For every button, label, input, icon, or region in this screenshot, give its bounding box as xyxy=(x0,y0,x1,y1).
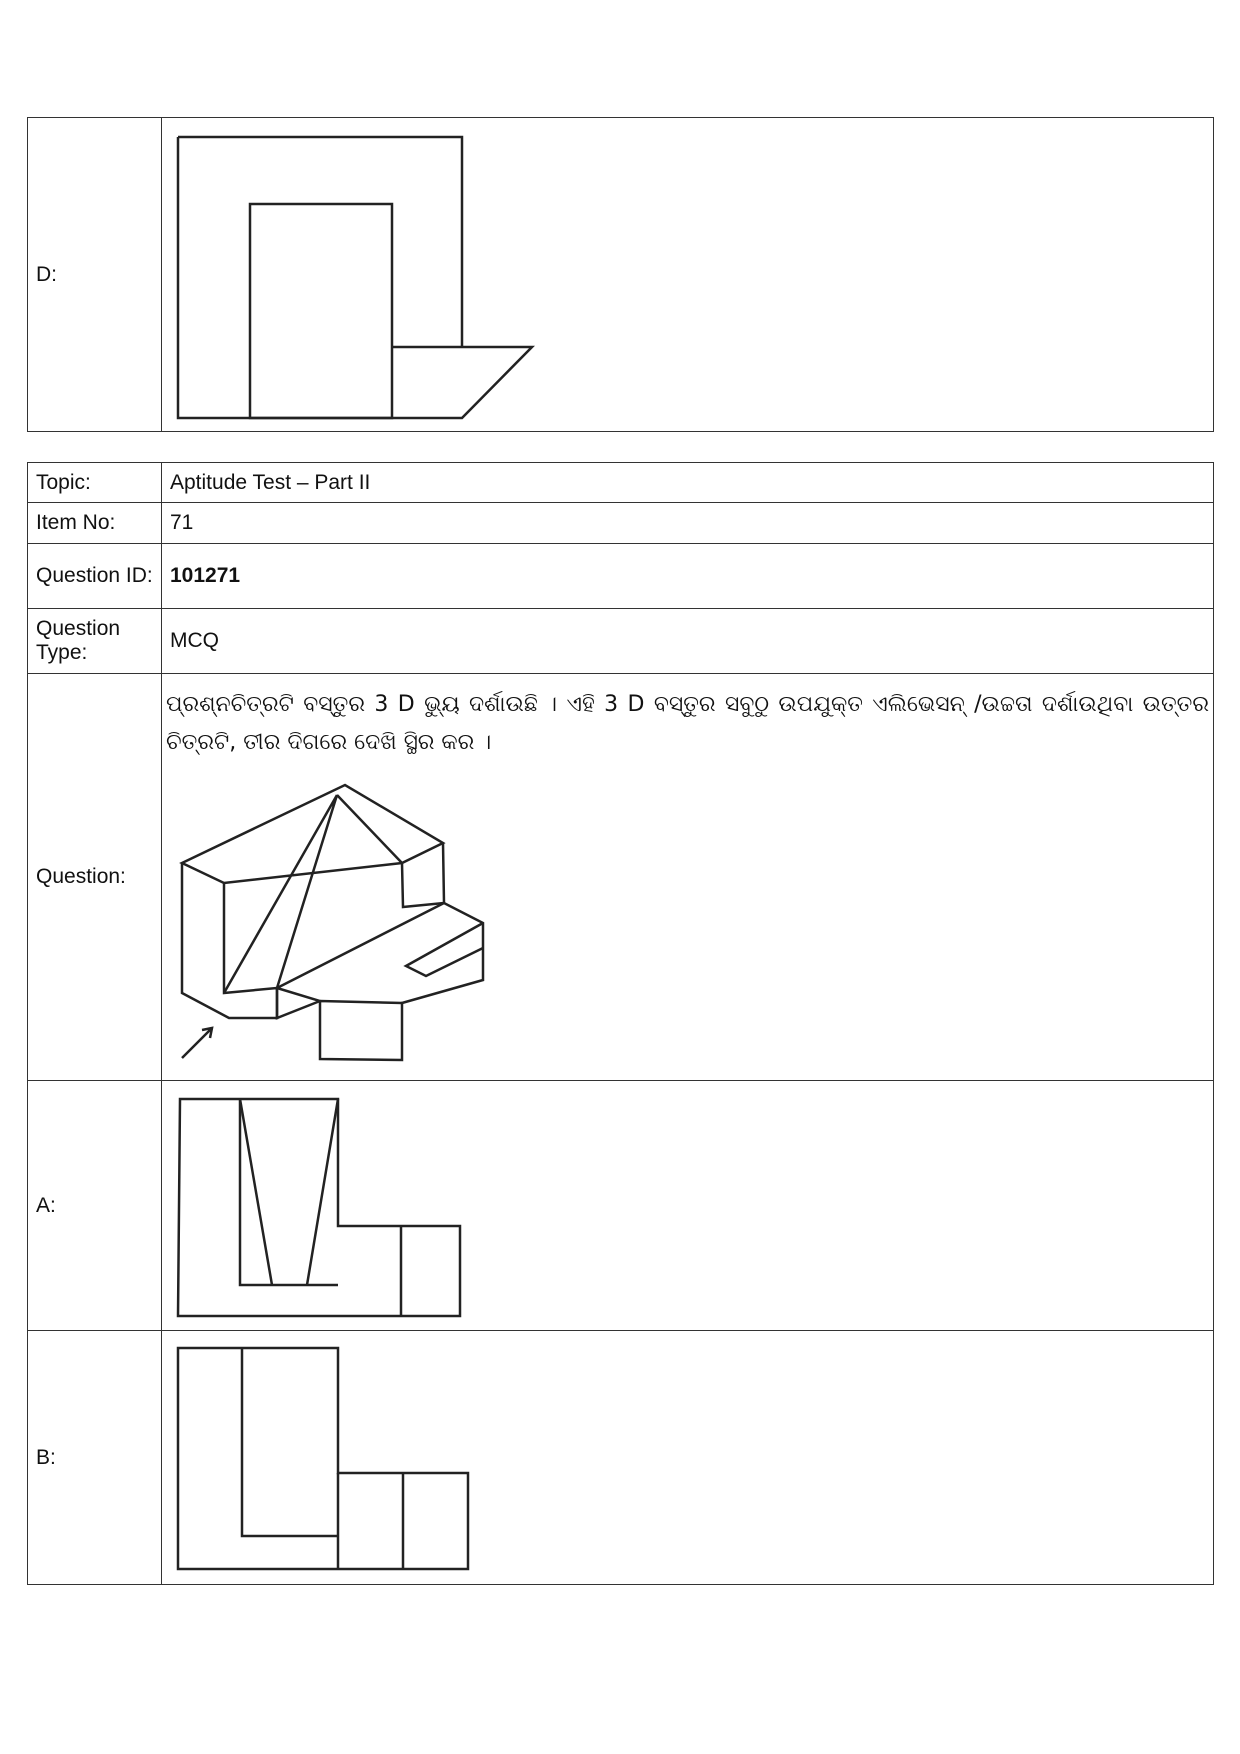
topic-label: Topic: xyxy=(28,463,162,503)
question-type-row xyxy=(28,609,1214,674)
question-label: Question: xyxy=(28,674,162,1081)
option-d-label: D: xyxy=(28,118,162,432)
question-id-value: 101271 xyxy=(162,544,1214,609)
topic-row xyxy=(28,463,1214,503)
question-type-label: Question Type: xyxy=(28,609,162,674)
option-d-figure xyxy=(162,119,1222,431)
option-d-row xyxy=(28,118,1214,432)
question-type-value: MCQ xyxy=(162,609,1214,674)
item-no-value: 71 xyxy=(162,503,1214,544)
question-id-label: Question ID: xyxy=(28,544,162,609)
option-b-inner-l xyxy=(242,1348,338,1536)
question-table xyxy=(27,462,1214,1585)
option-b-figure-cell xyxy=(162,1331,1214,1585)
isometric-notch xyxy=(406,923,483,976)
question-text: ପ୍ରଶ୍ନଚିତ୍ରଟି ବସ୍ତୁର 3 D ଭ୍ୟୁ ଦର୍ଶାଉଛି । ଏହି 3 D ବସ୍ତୁର ସବୁଠୁ ଉପଯୁକ୍ତ ଏଲିଭେସନ୍ /ଉଚ୍ଚତା ଦର୍ଶାଉଥିବା ଉତ୍ତର ଚିତ୍ରଟି, ତୀର ଦିଗରେ ଦେଖି ସ୍ଥିର କର । xyxy=(166,692,1209,755)
option-b-figure xyxy=(162,1332,1222,1584)
question-id-row xyxy=(28,544,1214,609)
option-d-figure-cell xyxy=(162,118,1214,432)
option-a-row xyxy=(28,1081,1214,1331)
option-a-figure xyxy=(162,1082,1222,1330)
topic-value: Aptitude Test – Part II xyxy=(162,463,1214,503)
isometric-groove-lines xyxy=(224,795,402,993)
item-no-label: Item No: xyxy=(28,503,162,544)
item-row xyxy=(28,503,1214,544)
view-direction-arrow xyxy=(182,1028,212,1058)
option-b-dividers xyxy=(338,1473,403,1569)
isometric-top-face xyxy=(182,785,443,883)
question-figure xyxy=(162,762,1222,1072)
option-b-label: B: xyxy=(28,1331,162,1585)
option-a-v-lines xyxy=(240,1099,338,1285)
question-row xyxy=(28,674,1214,1081)
option-a-figure-cell xyxy=(162,1081,1214,1331)
isometric-lower-block xyxy=(277,903,483,1060)
option-b-row xyxy=(28,1331,1214,1585)
option-a-label: A: xyxy=(28,1081,162,1331)
option-d-base-outline xyxy=(178,137,532,418)
question-content-cell xyxy=(162,674,1214,1081)
option-d-outer-outline xyxy=(178,137,462,347)
option-d-inner-rectangle xyxy=(250,204,392,418)
isometric-left-body xyxy=(182,863,277,1018)
option-d-table xyxy=(27,117,1214,432)
